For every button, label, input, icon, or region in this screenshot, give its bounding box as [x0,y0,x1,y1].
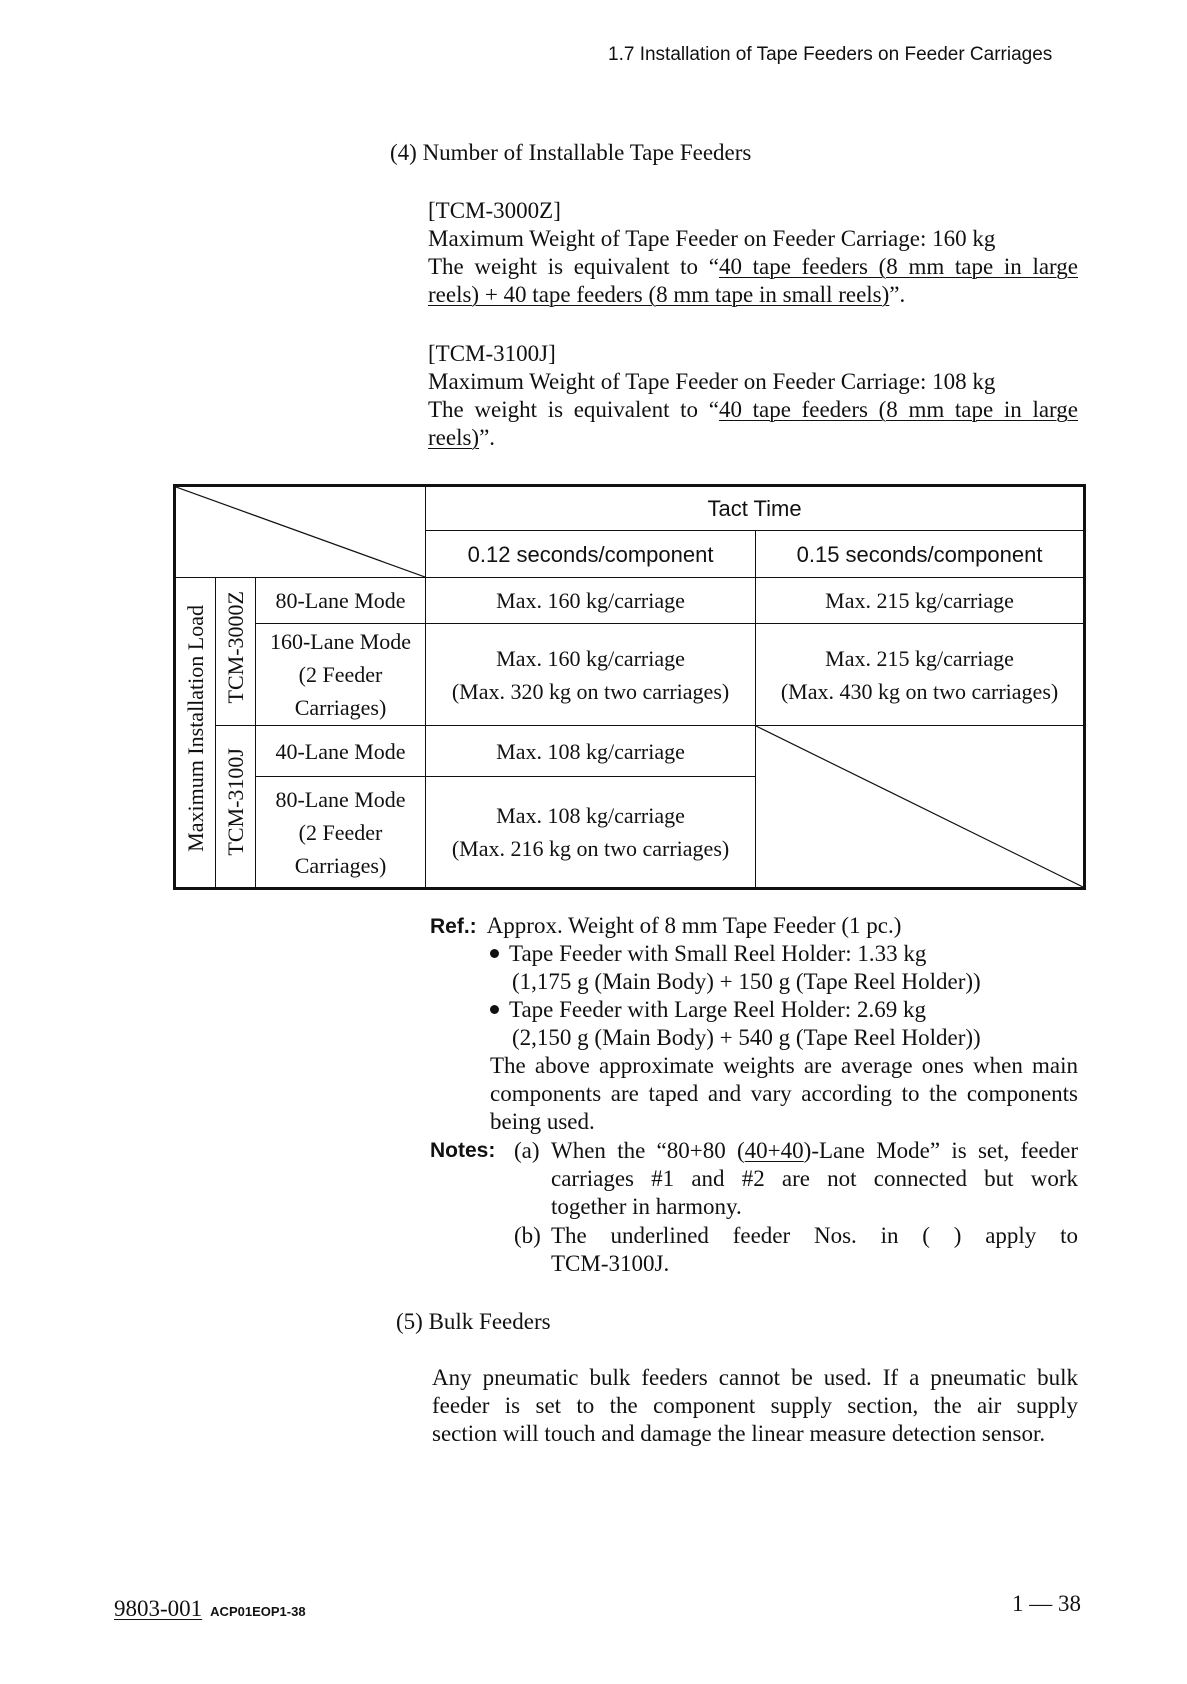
ref-intro: Approx. Weight of 8 mm Tape Feeder (1 pc.) [486,913,902,938]
ref-note-line-3: being used. [490,1109,595,1134]
ref-bullet-2: Tape Feeder with Large Reel Holder: 2.69 kg [490,997,926,1023]
col-header-015: 0.15 seconds/component [756,531,1085,578]
tcm3000z-equivalent-line-2: reels) + 40 tape feeders (8 mm tape in small reels)”. [428,282,906,307]
load-table [173,484,1086,890]
load-cell: Max. 215 kg/carriage [756,578,1085,624]
tcm3000z-equivalent-line-1: The weight is equivalent to “40 tape feeders (8 mm tape in large [428,254,1079,279]
diagonal-line [756,726,1083,887]
mode-cell: 40-Lane Mode [256,726,426,777]
doc-code: ACP01EOP1-38 [210,1604,306,1619]
mode-cell: 80-Lane Mode (2 Feeder Carriages) [256,777,426,889]
note-b-line-2: TCM-3100J. [551,1251,670,1276]
section-5-line-3: section will touch and damage the linear measure detection sensor. [432,1421,1046,1446]
tact-time-header: Tact Time [426,486,1085,531]
note-a-line-3: together in harmony. [551,1194,742,1219]
section-5-line-2: feeder is set to the component supply section, the air supply [432,1393,1078,1418]
load-cell: Max. 108 kg/carriage [426,726,756,777]
col-header-012: 0.12 seconds/component [426,531,756,578]
note-a-marker: (a) [514,1138,540,1163]
doc-number: 9803-001 [114,1596,203,1621]
notes-label: Notes: [430,1139,496,1162]
load-cell: Max. 108 kg/carriage (Max. 216 kg on two carriages) [426,777,756,889]
ref-note-line-1: The above approximate weights are average ones when main [490,1053,1078,1078]
ref-label: Ref.: [430,915,477,938]
note-a-line-1: When the “80+80 (40+40)-Lane Mode” is set, feeder [551,1138,1078,1163]
footer-doc-id [114,1596,306,1622]
note-b-marker: (b) [514,1223,541,1248]
section-5-title: (5) Bulk Feeders [396,1309,551,1334]
empty-diagonal-cell [756,726,1085,889]
section-4-title: (4) Number of Installable Tape Feeders [390,140,752,165]
note-b-line-1: The underlined feeder Nos. in ( ) apply to [551,1223,1078,1248]
section-header: 1.7 Installation of Tape Feeders on Feeder Carriages [608,44,1053,65]
section-5-line-1: Any pneumatic bulk feeders cannot be used. If a pneumatic bulk [432,1365,1078,1390]
tcm3100j-max-weight: Maximum Weight of Tape Feeder on Feeder Carriage: 108 kg [428,369,996,394]
bullet-icon [490,1005,499,1014]
page-number: 1 — 38 [1012,1591,1081,1616]
load-cell: Max. 215 kg/carriage (Max. 430 kg on two carriages) [756,624,1085,726]
ref-note-line-2: components are taped and vary according to the components [490,1081,1078,1106]
row-group-label: Maximum Installation Load [175,578,216,889]
ref-block [430,913,901,939]
model-tcm3100j: TCM-3100J [216,726,256,889]
model-tcm3000z: TCM-3000Z [216,578,256,726]
tcm3100j-equivalent-line-2: reels)”. [428,425,496,450]
bullet-icon [490,949,499,958]
ref-bullet-2-detail: (2,150 g (Main Body) + 540 g (Tape Reel Holder)) [512,1025,981,1050]
ref-bullet-1: Tape Feeder with Small Reel Holder: 1.33 kg [490,941,926,967]
tcm3000z-label: [TCM-3000Z] [428,198,561,223]
tcm3100j-label: [TCM-3100J] [428,341,556,366]
ref-bullet-1-detail: (1,175 g (Main Body) + 150 g (Tape Reel Holder)) [512,969,981,994]
load-cell: Max. 160 kg/carriage [426,578,756,624]
mode-cell: 80-Lane Mode [256,578,426,624]
diagonal-line [176,487,425,577]
tcm3000z-max-weight: Maximum Weight of Tape Feeder on Feeder Carriage: 160 kg [428,226,996,251]
corner-cell [175,486,426,578]
mode-cell: 160-Lane Mode (2 Feeder Carriages) [256,624,426,726]
tcm3100j-equivalent-line-1: The weight is equivalent to “40 tape feeders (8 mm tape in large [428,397,1079,422]
load-cell: Max. 160 kg/carriage (Max. 320 kg on two carriages) [426,624,756,726]
note-a-line-2: carriages #1 and #2 are not connected but work [551,1166,1078,1191]
